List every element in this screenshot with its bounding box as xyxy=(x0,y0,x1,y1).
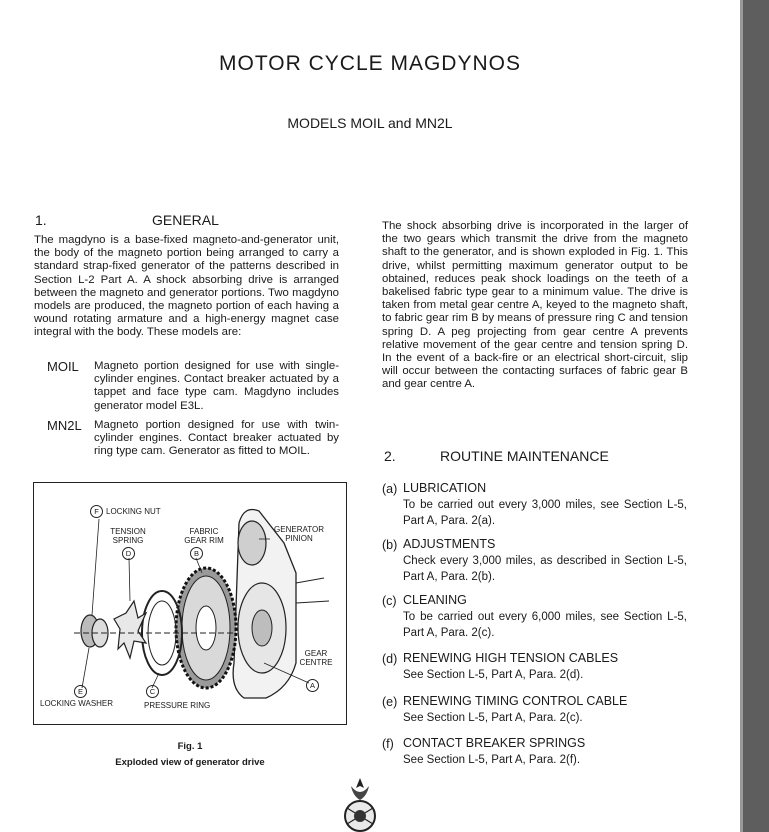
label-gear-centre: GEAR CENTRE xyxy=(299,649,333,667)
item-f-label: (f) xyxy=(382,737,394,751)
item-c-label: (c) xyxy=(382,594,397,608)
model-mn2l-name: MN2L xyxy=(47,418,82,433)
label-pressure-ring: PRESSURE RING xyxy=(144,701,211,710)
item-e-text: See Section L-5, Part A, Para. 2(c). xyxy=(403,712,583,724)
model-moil-name: MOIL xyxy=(47,359,79,374)
section-2-number: 2. xyxy=(384,448,396,464)
viewer-scrollbar[interactable] xyxy=(740,0,769,832)
figure-caption-title: Fig. 1 xyxy=(177,741,203,752)
scrollbar-edge xyxy=(740,0,743,832)
section-2-heading: ROUTINE MAINTENANCE xyxy=(440,448,609,464)
model-mn2l-text: Magneto portion designed for use with twin-cylinder engines. Contact breaker actuated by ring type cam. Generator as fitted to MOIL. xyxy=(94,419,339,458)
page-title: MOTOR CYCLE MAGDYNOS xyxy=(219,52,521,75)
item-a-text: To be carried out every 3,000 miles, see Section L-5, Part A, Para. 2(a). xyxy=(403,499,687,527)
item-a-label: (a) xyxy=(382,482,398,496)
section-1-intro: The magdyno is a base-fixed magneto-and-generator unit, the body of the magneto portion being arranged to carry a standard strap-fixed generator of the patterns described in Section L-2 Part A. A shock absorbing drive is arranged between the magneto and generator portions. Two magdyno models are produced, the magneto portion of each having a wound rotating armature and a high-energy magnet case integral with the body. These models are: xyxy=(34,234,339,339)
item-c-text: To be carried out every 6,000 miles, see Section L-5, Part A, Para. 2(c). xyxy=(403,611,687,639)
page-subtitle: MODELS MOIL and MN2L xyxy=(287,115,453,131)
label-letter-b: B xyxy=(190,547,203,560)
item-d-label: (d) xyxy=(382,652,398,666)
lucas-emblem-icon xyxy=(337,776,383,832)
item-b-label: (b) xyxy=(382,538,398,552)
label-letter-c: C xyxy=(146,685,159,698)
item-f-heading: CONTACT BREAKER SPRINGS xyxy=(403,736,586,750)
label-letter-a: A xyxy=(306,679,319,692)
item-c-heading: CLEANING xyxy=(403,593,467,607)
figure-1-exploded-view xyxy=(33,482,347,725)
item-b-heading: ADJUSTMENTS xyxy=(403,537,496,551)
label-locking-washer: LOCKING WASHER xyxy=(40,699,114,708)
label-locking-nut: LOCKING NUT xyxy=(106,507,161,516)
model-moil-text: Magneto portion designed for use with single-cylinder engines. Contact breaker actuated by a tappet and face type cam. Magdyno includes generator model E3L. xyxy=(94,360,339,412)
label-letter-e: E xyxy=(74,685,87,698)
section-1-number: 1. xyxy=(35,212,47,228)
item-b-text: Check every 3,000 miles, as described in Section L-5, Part A, Para. 2(b). xyxy=(403,555,687,583)
item-e-heading: RENEWING TIMING CONTROL CABLE xyxy=(403,694,628,708)
item-a-heading: LUBRICATION xyxy=(403,481,487,495)
item-d-heading: RENEWING HIGH TENSION CABLES xyxy=(403,651,619,665)
shock-drive-paragraph: The shock absorbing drive is incorporated in the larger of the two gears which transmit the drive from the magneto shaft to the generator, and is shown exploded in Fig. 1. This drive, whilst permitting maximum generator output to be obtained, reduces peak shock loadings on the teeth of a bakelised fabric type gear to a minimum value. The drive is taken from metal gear centre A, keyed to the magneto shaft, to fabric gear rim B by means of pressure ring C and tension spring D. A peg projecting from gear centre A prevents relative movement of the gear centre and tension spring D. In the event of a back-fire or an electrical short-circuit, slip will occur between the contacting surfaces of fabric gear B and gear centre A. xyxy=(382,220,688,391)
label-letter-f: F xyxy=(90,505,103,518)
label-letter-d: D xyxy=(122,547,135,560)
item-d-text: See Section L-5, Part A, Para. 2(d). xyxy=(403,669,584,681)
label-fabric-gear-rim: FABRIC GEAR RIM xyxy=(184,527,224,545)
item-f-text: See Section L-5, Part A, Para. 2(f). xyxy=(403,754,581,766)
item-e-label: (e) xyxy=(382,695,398,709)
section-1-heading: GENERAL xyxy=(152,212,219,228)
label-generator-pinion: GENERATOR PINION xyxy=(274,525,324,543)
label-tension-spring: TENSION SPRING xyxy=(110,527,146,545)
figure-caption-text: Exploded view of generator drive xyxy=(115,757,265,768)
